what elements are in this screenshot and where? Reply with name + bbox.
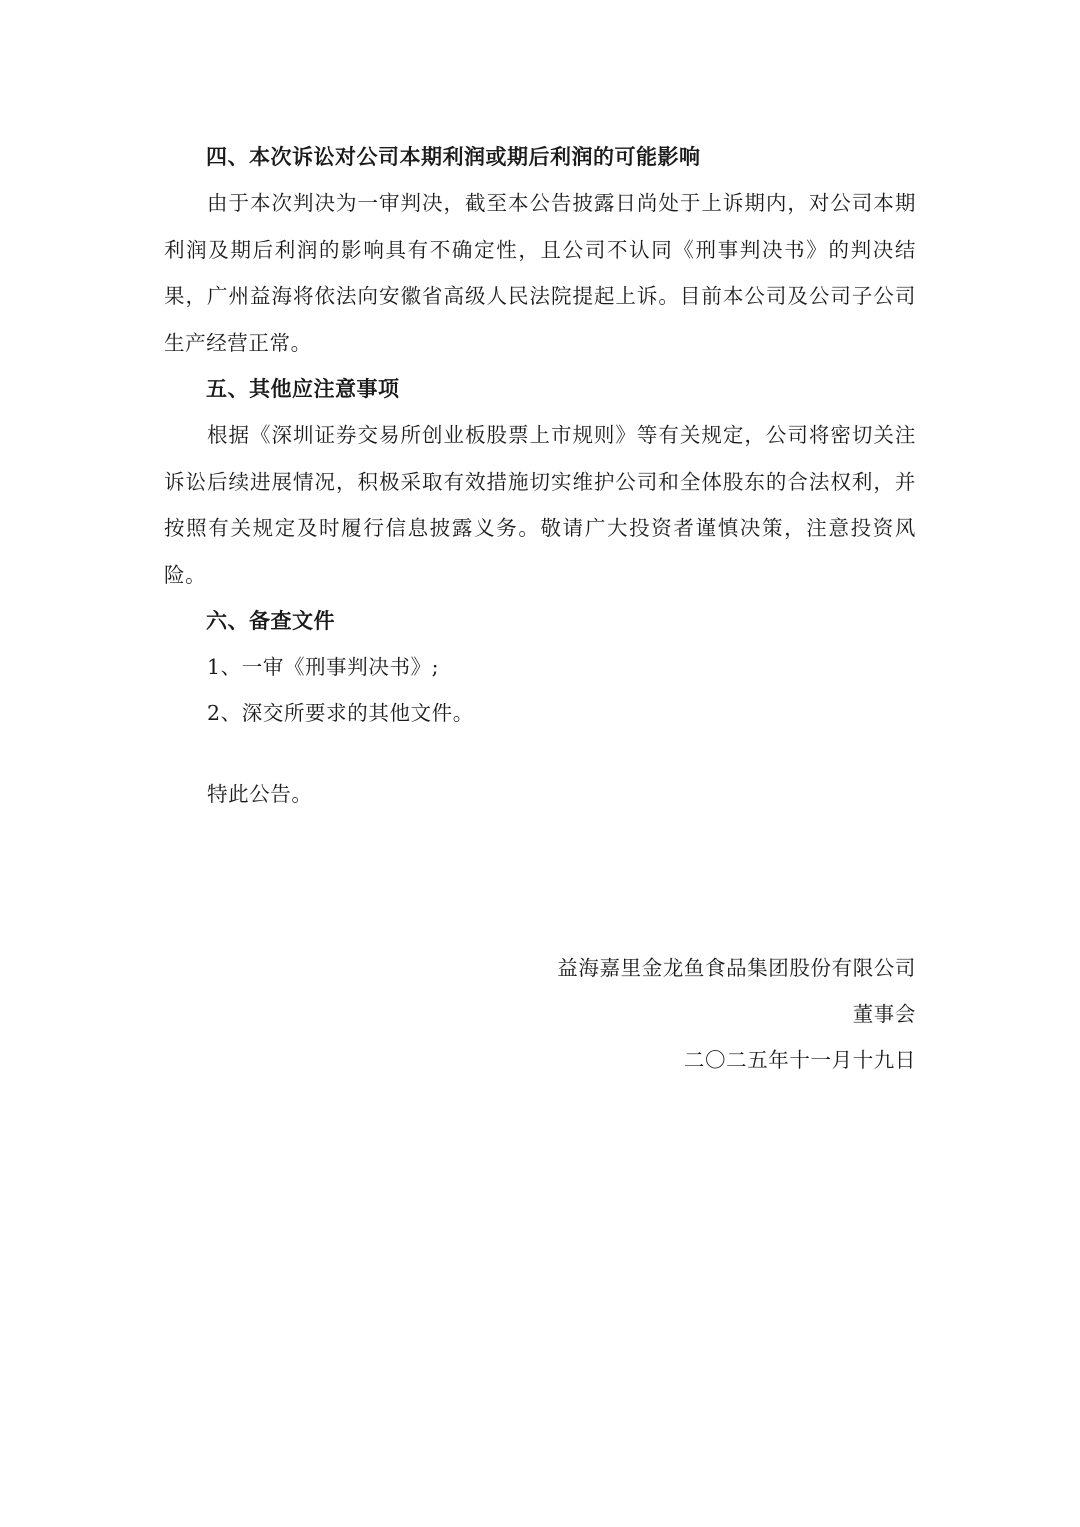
- section-4-heading: 四、本次诉讼对公司本期利润或期后利润的可能影响: [206, 145, 701, 169]
- signature-company: 益海嘉里金龙鱼食品集团股份有限公司: [557, 956, 916, 980]
- section-5-heading: 五、其他应注意事项: [206, 377, 400, 401]
- signature-date: 二〇二五年十一月十九日: [683, 1048, 916, 1072]
- section-5-paragraph: 根据《深圳证券交易所创业板股票上市规则》等有关规定，公司将密切关注诉讼后续进展情况，积极采取有效措施切实维护公司和全体股东的合法权利，并按照有关规定及时履行信息披露义务。敬请广大投资者谨慎决策，注意投资风险。: [164, 423, 916, 587]
- section-4-paragraph: 由于本次判决为一审判决，截至本公告披露日尚处于上诉期内，对公司本期利润及期后利润的影响具有不确定性，且公司不认同《刑事判决书》的判决结果，广州益海将依法向安徽省高级人民法院提起上诉。目前本公司及公司子公司生产经营正常。: [164, 191, 916, 355]
- reference-document-item: 2、深交所要求的其他文件。: [207, 701, 474, 725]
- signature-board: 董事会: [852, 1002, 916, 1026]
- closing-statement: 特此公告。: [207, 782, 313, 806]
- reference-document-item: 1、一审《刑事判决书》;: [207, 655, 440, 679]
- document-body: [164, 134, 916, 817]
- section-6-heading: 六、备查文件: [206, 609, 335, 633]
- signature-block: [557, 945, 916, 1083]
